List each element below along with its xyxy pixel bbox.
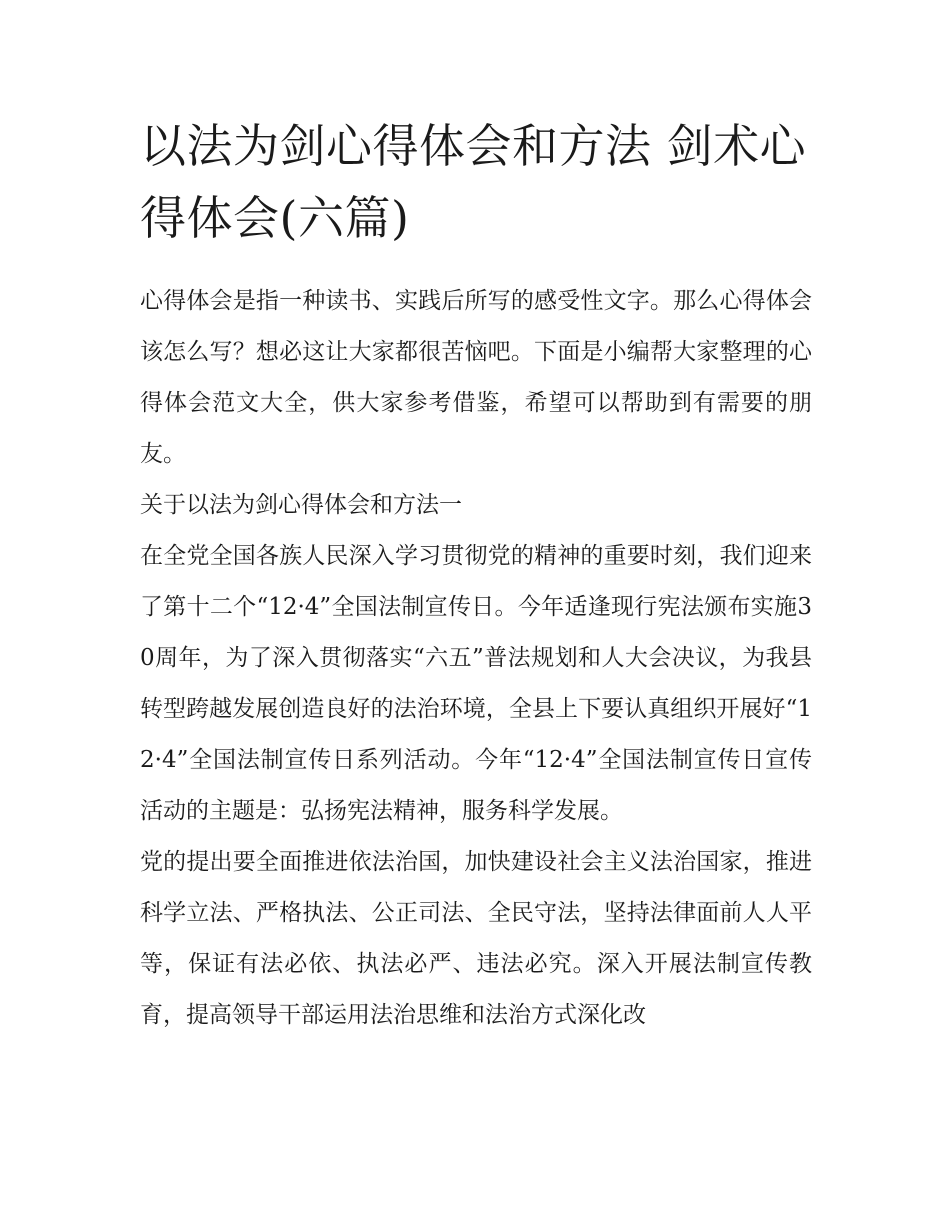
body-paragraph-2: 党的提出要全面推进依法治国，加快建设社会主义法治国家，推进科学立法、严格执法、公正司法、全民守法，坚持法律面前人人平等，保证有法必依、执法必严、违法必究。深入开展法制宣传教育，提高领导干部运用法治思维和法治方式深化改: [140, 849, 812, 1028]
body-paragraph-1: 在全党全国各族人民深入学习贯彻党的精神的重要时刻，我们迎来了第十二个“12·4”全国法制宣传日。今年适逢现行宪法颁布实施30周年，为了深入贯彻落实“六五”普法规划和人大会决议，为我县转型跨越发展创造良好的法治环境，全县上下要认真组织开展好“12·4”全国法制宣传日系列活动。今年“12·4”全国法制宣传日宣传活动的主题是：弘扬宪法精神，服务科学发展。: [140, 543, 812, 824]
intro-paragraph: 心得体会是指一种读书、实践后所写的感受性文字。那么心得体会该怎么写？想必这让大家都很苦恼吧。下面是小编帮大家整理的心得体会范文大全，供大家参考借鉴，希望可以帮助到有需要的朋友。: [140, 288, 812, 467]
section-heading: 关于以法为剑心得体会和方法一: [140, 492, 462, 518]
document-title: 以法为剑心得体会和方法 剑术心得体会(六篇): [140, 119, 807, 245]
document-page: [140, 110, 812, 1041]
